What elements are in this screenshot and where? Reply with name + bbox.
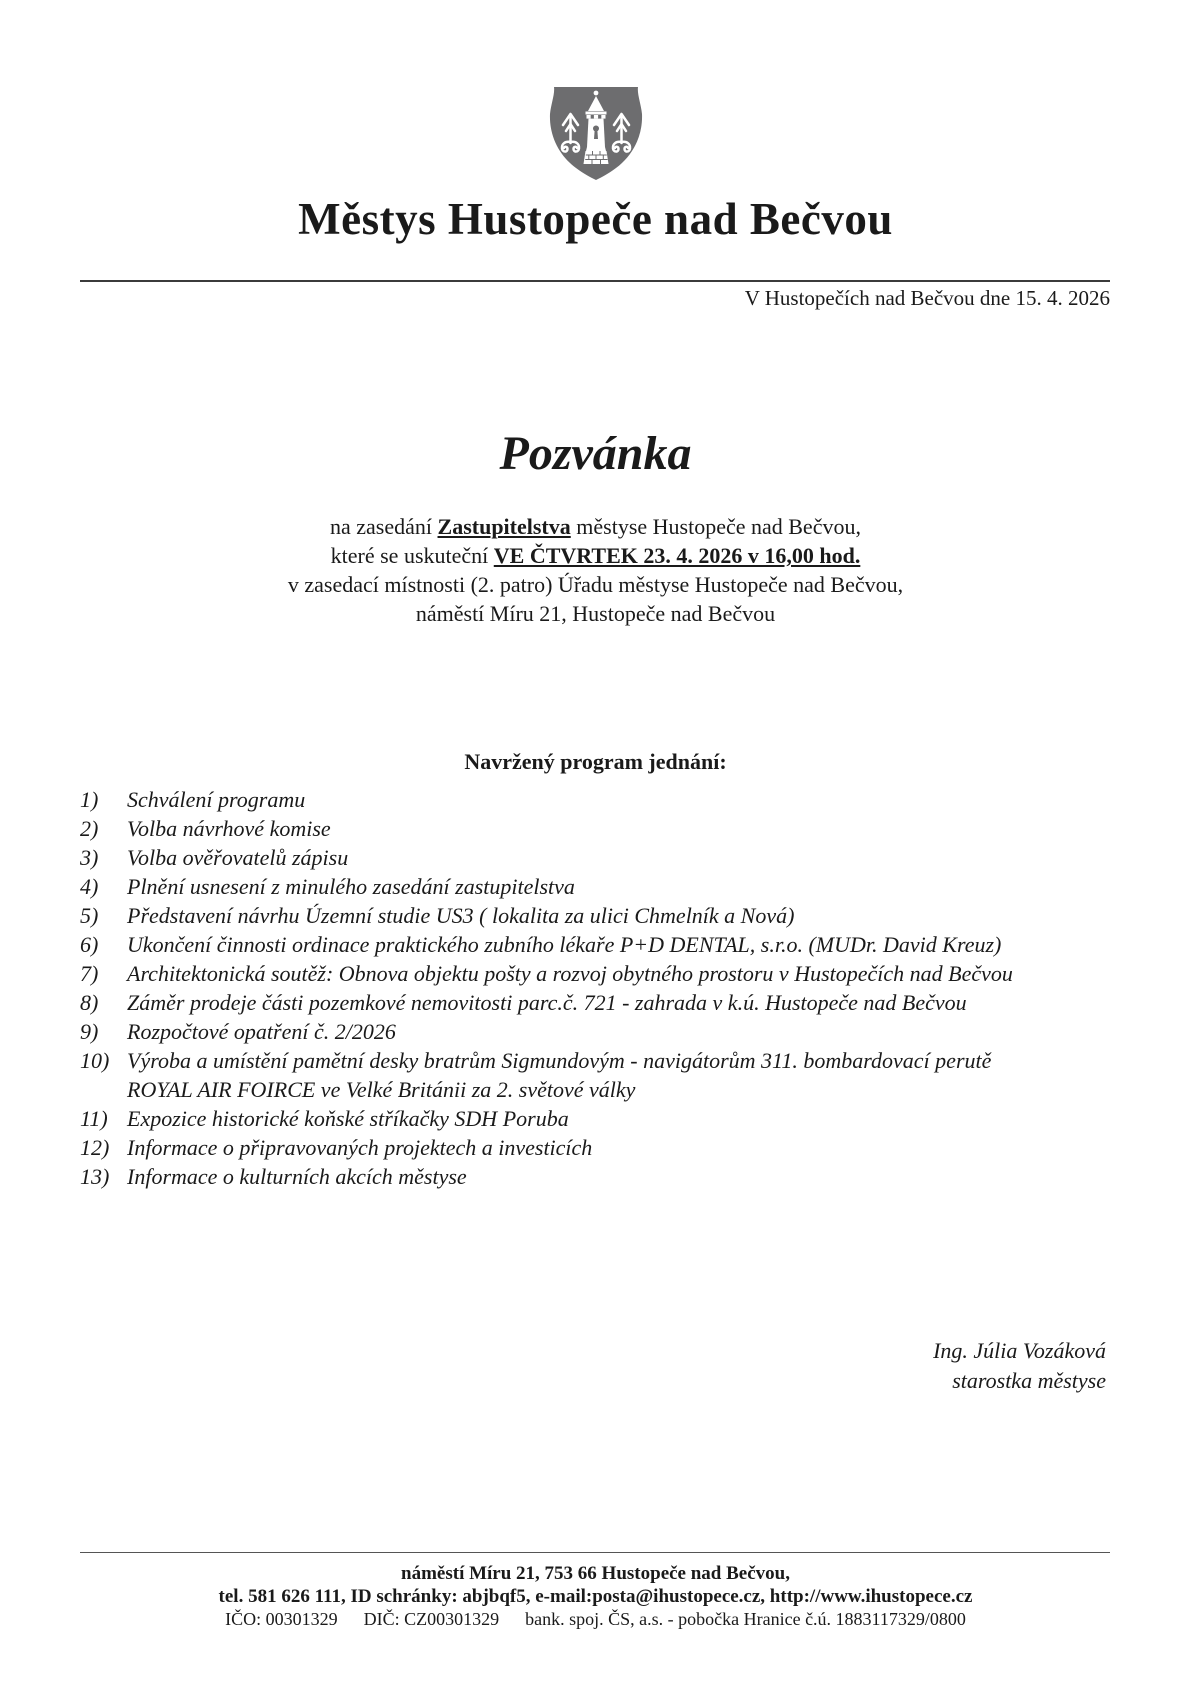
program-item-text: Expozice historické koňské stříkačky SDH Poruba <box>127 1106 569 1131</box>
program-item-text: Výroba a umístění pamětní desky bratrům Sigmundovým - navigátorům 311. bombardovací perutě ROYAL AIR FOIRCE ve Velké Británii za 2. světové války <box>127 1048 992 1102</box>
program-item <box>80 988 1048 1017</box>
intro-line-2: které se uskuteční VE ČTVRTEK 23. 4. 2026 v 16,00 hod. <box>330 543 861 568</box>
footer-bank: bank. spoj. ČS, a.s. - pobočka Hranice č.ú. 1883117329/0800 <box>525 1609 966 1629</box>
signature-name: Ing. Júlia Vozáková <box>933 1338 1106 1363</box>
program-item-number: 3) <box>80 845 99 870</box>
program-item-text: Plnění usnesení z minulého zasedání zastupitelstva <box>127 874 575 899</box>
program-item-number: 12) <box>80 1135 110 1160</box>
footer-dic: DIČ: CZ00301329 <box>363 1609 500 1629</box>
program-list <box>80 785 1048 1191</box>
footer-address: náměstí Míru 21, 753 66 Hustopeče nad Bečvou, <box>401 1563 790 1584</box>
intro-line-4: náměstí Míru 21, Hustopeče nad Bečvou <box>415 601 776 626</box>
program-item-text: Informace o připravovaných projektech a investicích <box>127 1135 593 1160</box>
program-item-text: Volba návrhové komise <box>127 816 331 841</box>
page-footer <box>0 1562 1191 1631</box>
program-item <box>80 1046 1048 1104</box>
date-line: V Hustopečích nad Bečvou dne 15. 4. 2026 <box>744 286 1110 310</box>
program-item <box>80 1133 1048 1162</box>
program-item-number: 7) <box>80 961 99 986</box>
program-item-number: 1) <box>80 787 99 812</box>
program-item-text: Ukončení činnosti ordinace praktického zubního lékaře P+D DENTAL, s.r.o. (MUDr. David Kreuz) <box>127 932 1002 957</box>
footer-registry <box>0 1608 1191 1631</box>
signature-block <box>933 1336 1106 1396</box>
signature-role: starostka městyse <box>952 1368 1106 1393</box>
program-item <box>80 959 1048 988</box>
meeting-datetime-emphasis: VE ČTVRTEK 23. 4. 2026 v 16,00 hod. <box>493 543 861 568</box>
program-item-number: 10) <box>80 1048 110 1073</box>
program-item-text: Architektonická soutěž: Obnova objektu pošty a rozvoj obytného prostoru v Hustopečích nad Bečvou <box>127 961 1013 986</box>
footer-ico: IČO: 00301329 <box>225 1609 338 1629</box>
invitation-intro <box>0 512 1191 628</box>
program-item <box>80 1104 1048 1133</box>
council-name-emphasis: Zastupitelstva <box>437 514 571 539</box>
municipality-title: Městys Hustopeče nad Bečvou <box>298 194 893 244</box>
program-item-number: 9) <box>80 1019 99 1044</box>
footer-contacts: tel. 581 626 111, ID schránky: abjbqf5, e-mail:posta@ihustopece.cz, http://www.ihustopece.cz <box>218 1586 973 1607</box>
program-item-text: Schválení programu <box>127 787 306 812</box>
program-item <box>80 1162 1048 1191</box>
program-heading: Navržený program jednání: <box>464 749 727 774</box>
program-item-number: 5) <box>80 903 99 928</box>
program-item <box>80 814 1048 843</box>
program-item <box>80 785 1048 814</box>
program-item <box>80 872 1048 901</box>
program-item-text: Představení návrhu Územní studie US3 ( lokalita za ulici Chmelník a Nová) <box>127 903 795 928</box>
intro-line-1: na zasedání Zastupitelstva městyse Hustopeče nad Bečvou, <box>330 514 861 539</box>
footer-divider <box>80 1552 1110 1553</box>
program-item-text: Záměr prodeje části pozemkové nemovitosti parc.č. 721 - zahrada v k.ú. Hustopeče nad Bečvou <box>127 990 967 1015</box>
program-item <box>80 930 1048 959</box>
program-item-number: 11) <box>80 1106 108 1131</box>
program-item-number: 2) <box>80 816 99 841</box>
program-item-text: Rozpočtové opatření č. 2/2026 <box>127 1019 396 1044</box>
program-item-text: Informace o kulturních akcích městyse <box>127 1164 467 1189</box>
document-title: Pozvánka <box>499 427 692 480</box>
program-item-text: Volba ověřovatelů zápisu <box>127 845 349 870</box>
intro-line-3: v zasedací místnosti (2. patro) Úřadu městyse Hustopeče nad Bečvou, <box>287 572 904 597</box>
program-item-number: 13) <box>80 1164 110 1189</box>
program-item-number: 8) <box>80 990 99 1015</box>
coat-of-arms-icon <box>544 84 648 184</box>
program-item <box>80 843 1048 872</box>
program-item <box>80 1017 1048 1046</box>
header-divider <box>80 280 1110 282</box>
program-item-number: 4) <box>80 874 99 899</box>
program-item-number: 6) <box>80 932 99 957</box>
program-item <box>80 901 1048 930</box>
